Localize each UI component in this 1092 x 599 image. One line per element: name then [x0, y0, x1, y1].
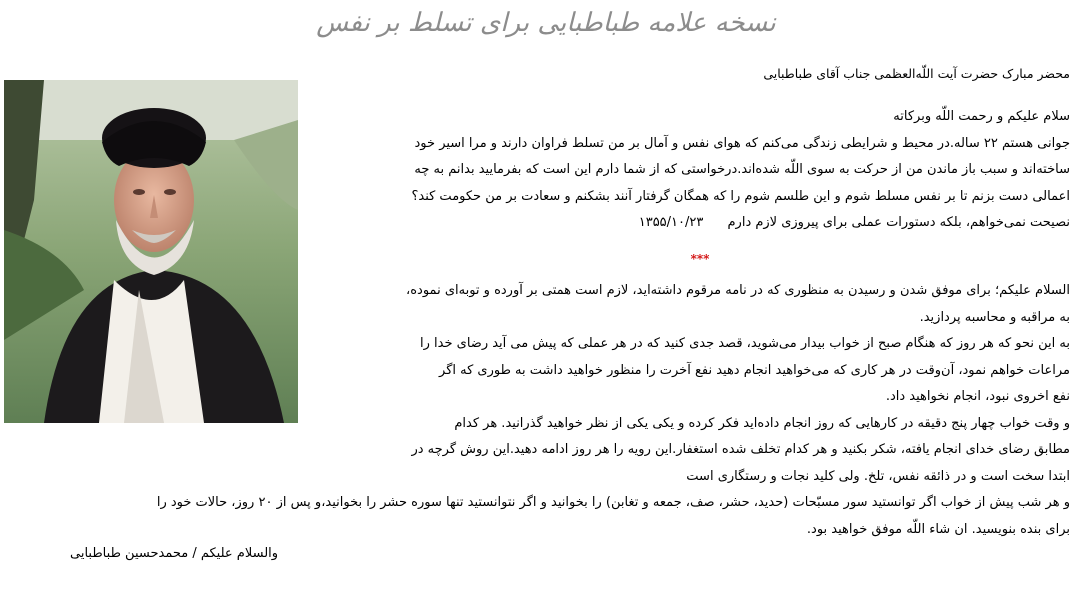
reply-line: نفع اخروی نبود، انجام نخواهید داد. [885, 389, 1070, 404]
reply-line: مطابق رضای خدای انجام یافته، شکر بکنید و هر کدام تخلف شده استغفار.این رویه را هر روز ادامه دهید.این روش گرچه در [411, 442, 1070, 457]
page-title: نسخه علامه طباطبایی برای تسلط بر نفس [316, 8, 776, 38]
reply-line: ابتدا سخت است و در ذائقه نفس، تلخ. ولی کلید نجات و رستگاری است [686, 468, 1070, 484]
reply-signature: والسلام علیکم / محمدحسین طباطبایی [70, 546, 279, 561]
letter-line: جوانی هستم ۲۲ ساله.در محیط و شرایطی زندگی می‌کنم که هوای نفس و آمال بر من تسلط فراوان دارند و مرا اسیر خود [414, 135, 1070, 151]
letter-body [350, 104, 1070, 237]
reply-line: و هر شب پیش از خواب اگر توانستید سور مسبّحات (حدید، حشر، صف، جمعه و تغابن) را بخوانید و اگر نتوانستید تنها سوره حشر را بخوانید،و پس از ۲۰ روز، حالات خود را [156, 495, 1070, 510]
section-separator: *** [690, 252, 710, 266]
letter-date: ۱۳۵۵/۱۰/۲۳ [638, 215, 704, 230]
letter-line: نصیحت نمی‌خواهم، بلکه دستورات عملی برای پیروزی لازم دارم [727, 215, 1070, 230]
reply-body [25, 278, 1070, 543]
reply-line: السلام علیکم؛ برای موفق شدن و رسیدن به منظوری که در نامه مرقوم داشته‌اید، لازم است همتی بر آورده و توبه‌ای نموده، [406, 283, 1070, 298]
letter-last-line [350, 210, 1070, 237]
letter-line: اعمالی دست بزنم تا بر نفس مسلط شوم و این طلسم شوم را که همگان گرفتار آنند بشکنم و سعادت بر من حکومت کند؟ [411, 188, 1070, 204]
letter-greeting: سلام علیکم و رحمت اللّه وبرکاته [893, 109, 1070, 124]
letter-line: ساخته‌اند و سبب باز ماندن من از حرکت به سوی اللّه شده‌اند.درخواستی که از شما دارم این است که بفرمایید بدانم به چه [414, 162, 1070, 177]
reply-line: به این نحو که هر روز که هنگام صبح از خواب بیدار می‌شوید، قصد جدی کنید که در هر عملی که پیش می آید رضای خدا را [420, 336, 1070, 351]
reply-line: به مراقبه و محاسبه پردازید. [919, 309, 1070, 325]
letter-address: محضر مبارک حضرت آیت اللّه‌العظمی جناب آقای طباطبایی [763, 66, 1070, 81]
reply-line: برای بنده بنویسید. ان شاء اللّه موفق خواهید بود. [806, 521, 1070, 537]
reply-line: و وقت خواب چهار پنج دقیقه در کارهایی که روز انجام داده‌اید فکر کرده و یکی یکی از نظر خواهید گذرانید. هر کدام [454, 415, 1070, 431]
reply-line: مراعات خواهم نمود، آن‌وقت در هر کاری که می‌خواهید انجام دهید نفع آخرت را منظور خواهید داشت به طوری که اگر [439, 362, 1070, 378]
reply-paragraph-block [330, 278, 1070, 490]
